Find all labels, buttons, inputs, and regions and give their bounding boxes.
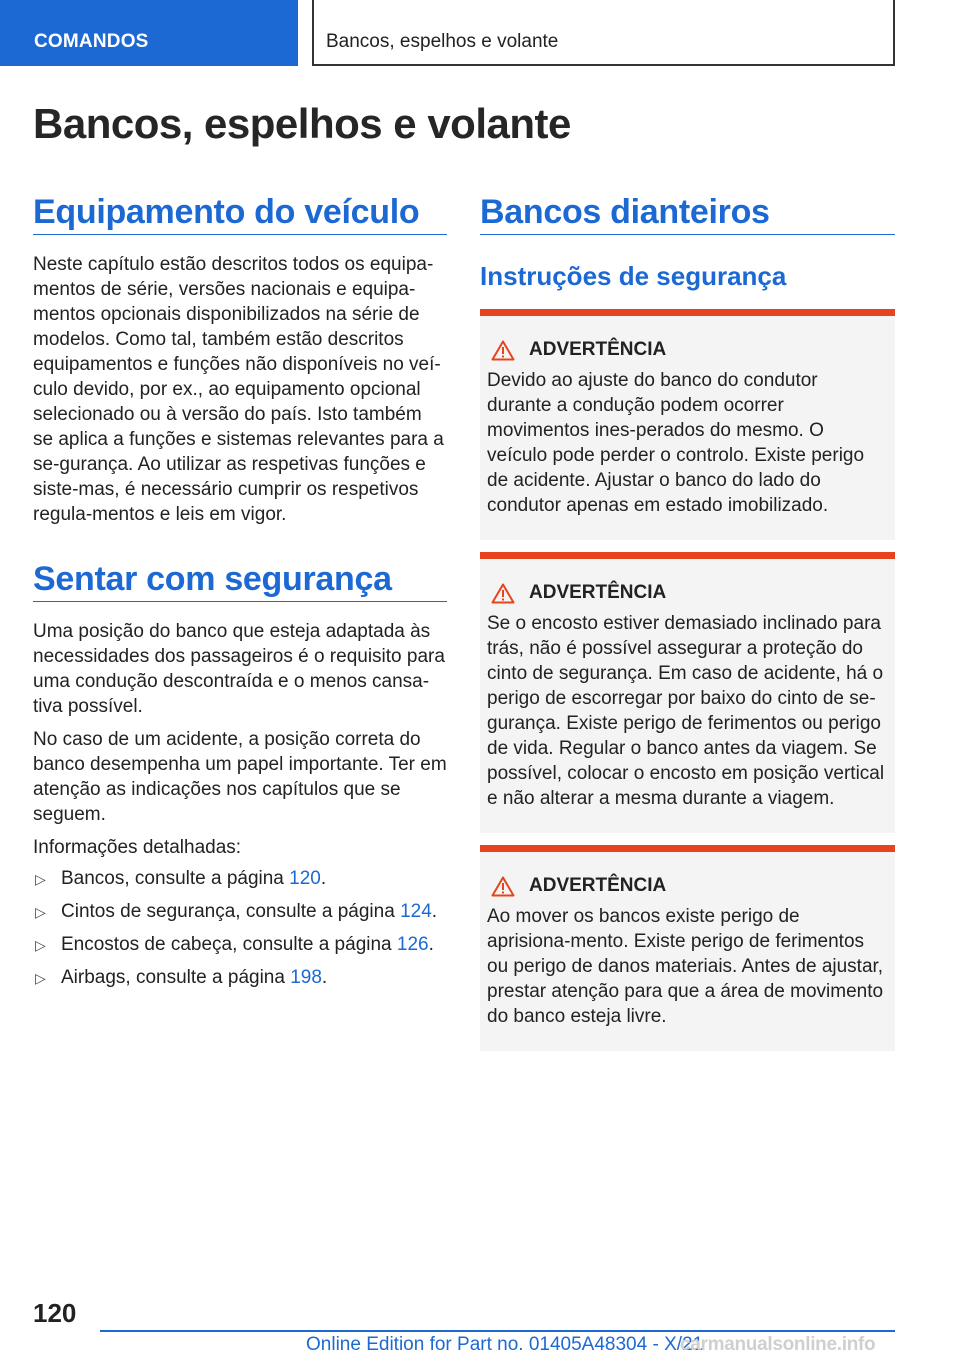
warning-box <box>480 845 895 1051</box>
warning-triangle-icon <box>491 340 515 361</box>
list-item: ▷ Bancos, consulte a página 120. <box>33 866 447 891</box>
paragraph-sentar-3: Informações detalhadas: <box>33 837 242 858</box>
left-column <box>33 190 447 998</box>
triangle-right-outline-icon: ▷ <box>35 904 46 920</box>
warning-triangle-icon <box>491 876 515 897</box>
section-sentar <box>33 557 447 990</box>
section-heading-bancos-dianteiros: Bancos dianteiros <box>480 193 770 231</box>
page-link[interactable]: 124 <box>400 901 432 922</box>
paragraph-sentar-2: No caso de um acidente, a posição correta do banco desempenha um papel importante. Ter em atenção as indicações nos capítulos que se seguem. <box>33 729 447 825</box>
warning-text: Se o encosto estiver demasiado inclinado para trás, não é possível assegurar a proteção do cinto de segurança. Em caso de acidente, há o perigo de escorregar por baixo do cinto de se-gurança. Existe perigo de ferimentos ou perigo de vida. Regular o banco antes da viagem. Se possível, colocar o encosto em posição vertical e não alterar a mesma durante a viagem. <box>487 613 885 809</box>
paragraph-sentar-1: Uma posição do banco que esteja adaptada às necessidades dos passageiros é o requisito para uma condução descontraída e o menos cansa-tiva possível. <box>33 621 445 717</box>
section-heading-equipamento: Equipamento do veículo <box>33 193 420 231</box>
list-item: ▷ Airbags, consulte a página 198. <box>33 965 447 990</box>
warning-box <box>480 552 895 833</box>
page-title: Bancos, espelhos e volante <box>33 100 571 147</box>
page-link[interactable]: 120 <box>289 868 321 889</box>
triangle-right-outline-icon: ▷ <box>35 937 46 953</box>
list-item: ▷ Cintos de segurança, consulte a página 124. <box>33 899 447 924</box>
warning-label: ADVERTÊNCIA <box>529 875 667 896</box>
warning-text: Devido ao ajuste do banco do condutor durante a condução podem ocorrer movimentos ines-perados do mesmo. O veículo pode perder o controlo. Existe perigo de acidente. Ajustar o banco do lado do condutor apenas em estado imobilizado. <box>487 370 865 516</box>
warning-label: ADVERTÊNCIA <box>529 339 667 360</box>
warning-text: Ao mover os bancos existe perigo de aprisiona-mento. Existe perigo de ferimentos ou perigo de danos materiais. Antes de ajustar, prestar atenção para que a área de movimento do banco esteja livre. <box>487 906 884 1027</box>
page-number: 120 <box>33 1298 77 1328</box>
warning-triangle-icon <box>491 583 515 604</box>
header-chapter-title: Bancos, espelhos e volante <box>312 0 895 66</box>
warning-label: ADVERTÊNCIA <box>529 582 667 603</box>
page-link[interactable]: 126 <box>396 934 429 955</box>
reference-list <box>33 866 447 990</box>
list-item: ▷ Encostos de cabeça, consulte a página 126. <box>33 932 447 957</box>
paragraph-equipamento: Neste capítulo estão descritos todos os equipa-mentos de série, versões nacionais e equipa-mentos opcionais disponibilizados na série de modelos. Como tal, também estão descritos equipamentos e funções não disponíveis no veí-culo devido, por ex., ao equipamento opcional selecionado ou à versão do país. Isto também se aplica a funções e sistemas relevantes para a se-gurança. Ao utilizar as respetivas funções e siste-mas, é necessário cumprir os respetivos regula-mentos e leis em vigor. <box>33 254 444 525</box>
page-link[interactable]: 198 <box>290 967 322 988</box>
heading-rule <box>33 601 447 602</box>
watermark: carmanualsonline.info <box>680 1334 876 1355</box>
triangle-right-outline-icon: ▷ <box>35 871 46 887</box>
subheading-instrucoes: Instruções de segurança <box>480 261 787 291</box>
heading-rule <box>33 234 447 235</box>
right-column <box>480 190 895 1051</box>
footer-edition: Online Edition for Part no. 01405A48304 - X/21 <box>306 1334 704 1355</box>
warning-box <box>480 309 895 540</box>
heading-rule <box>480 234 895 235</box>
header-section-tab: COMANDOS <box>0 0 298 66</box>
footer-rule <box>100 1330 895 1332</box>
triangle-right-outline-icon: ▷ <box>35 970 46 986</box>
section-heading-sentar: Sentar com segurança <box>33 560 392 598</box>
